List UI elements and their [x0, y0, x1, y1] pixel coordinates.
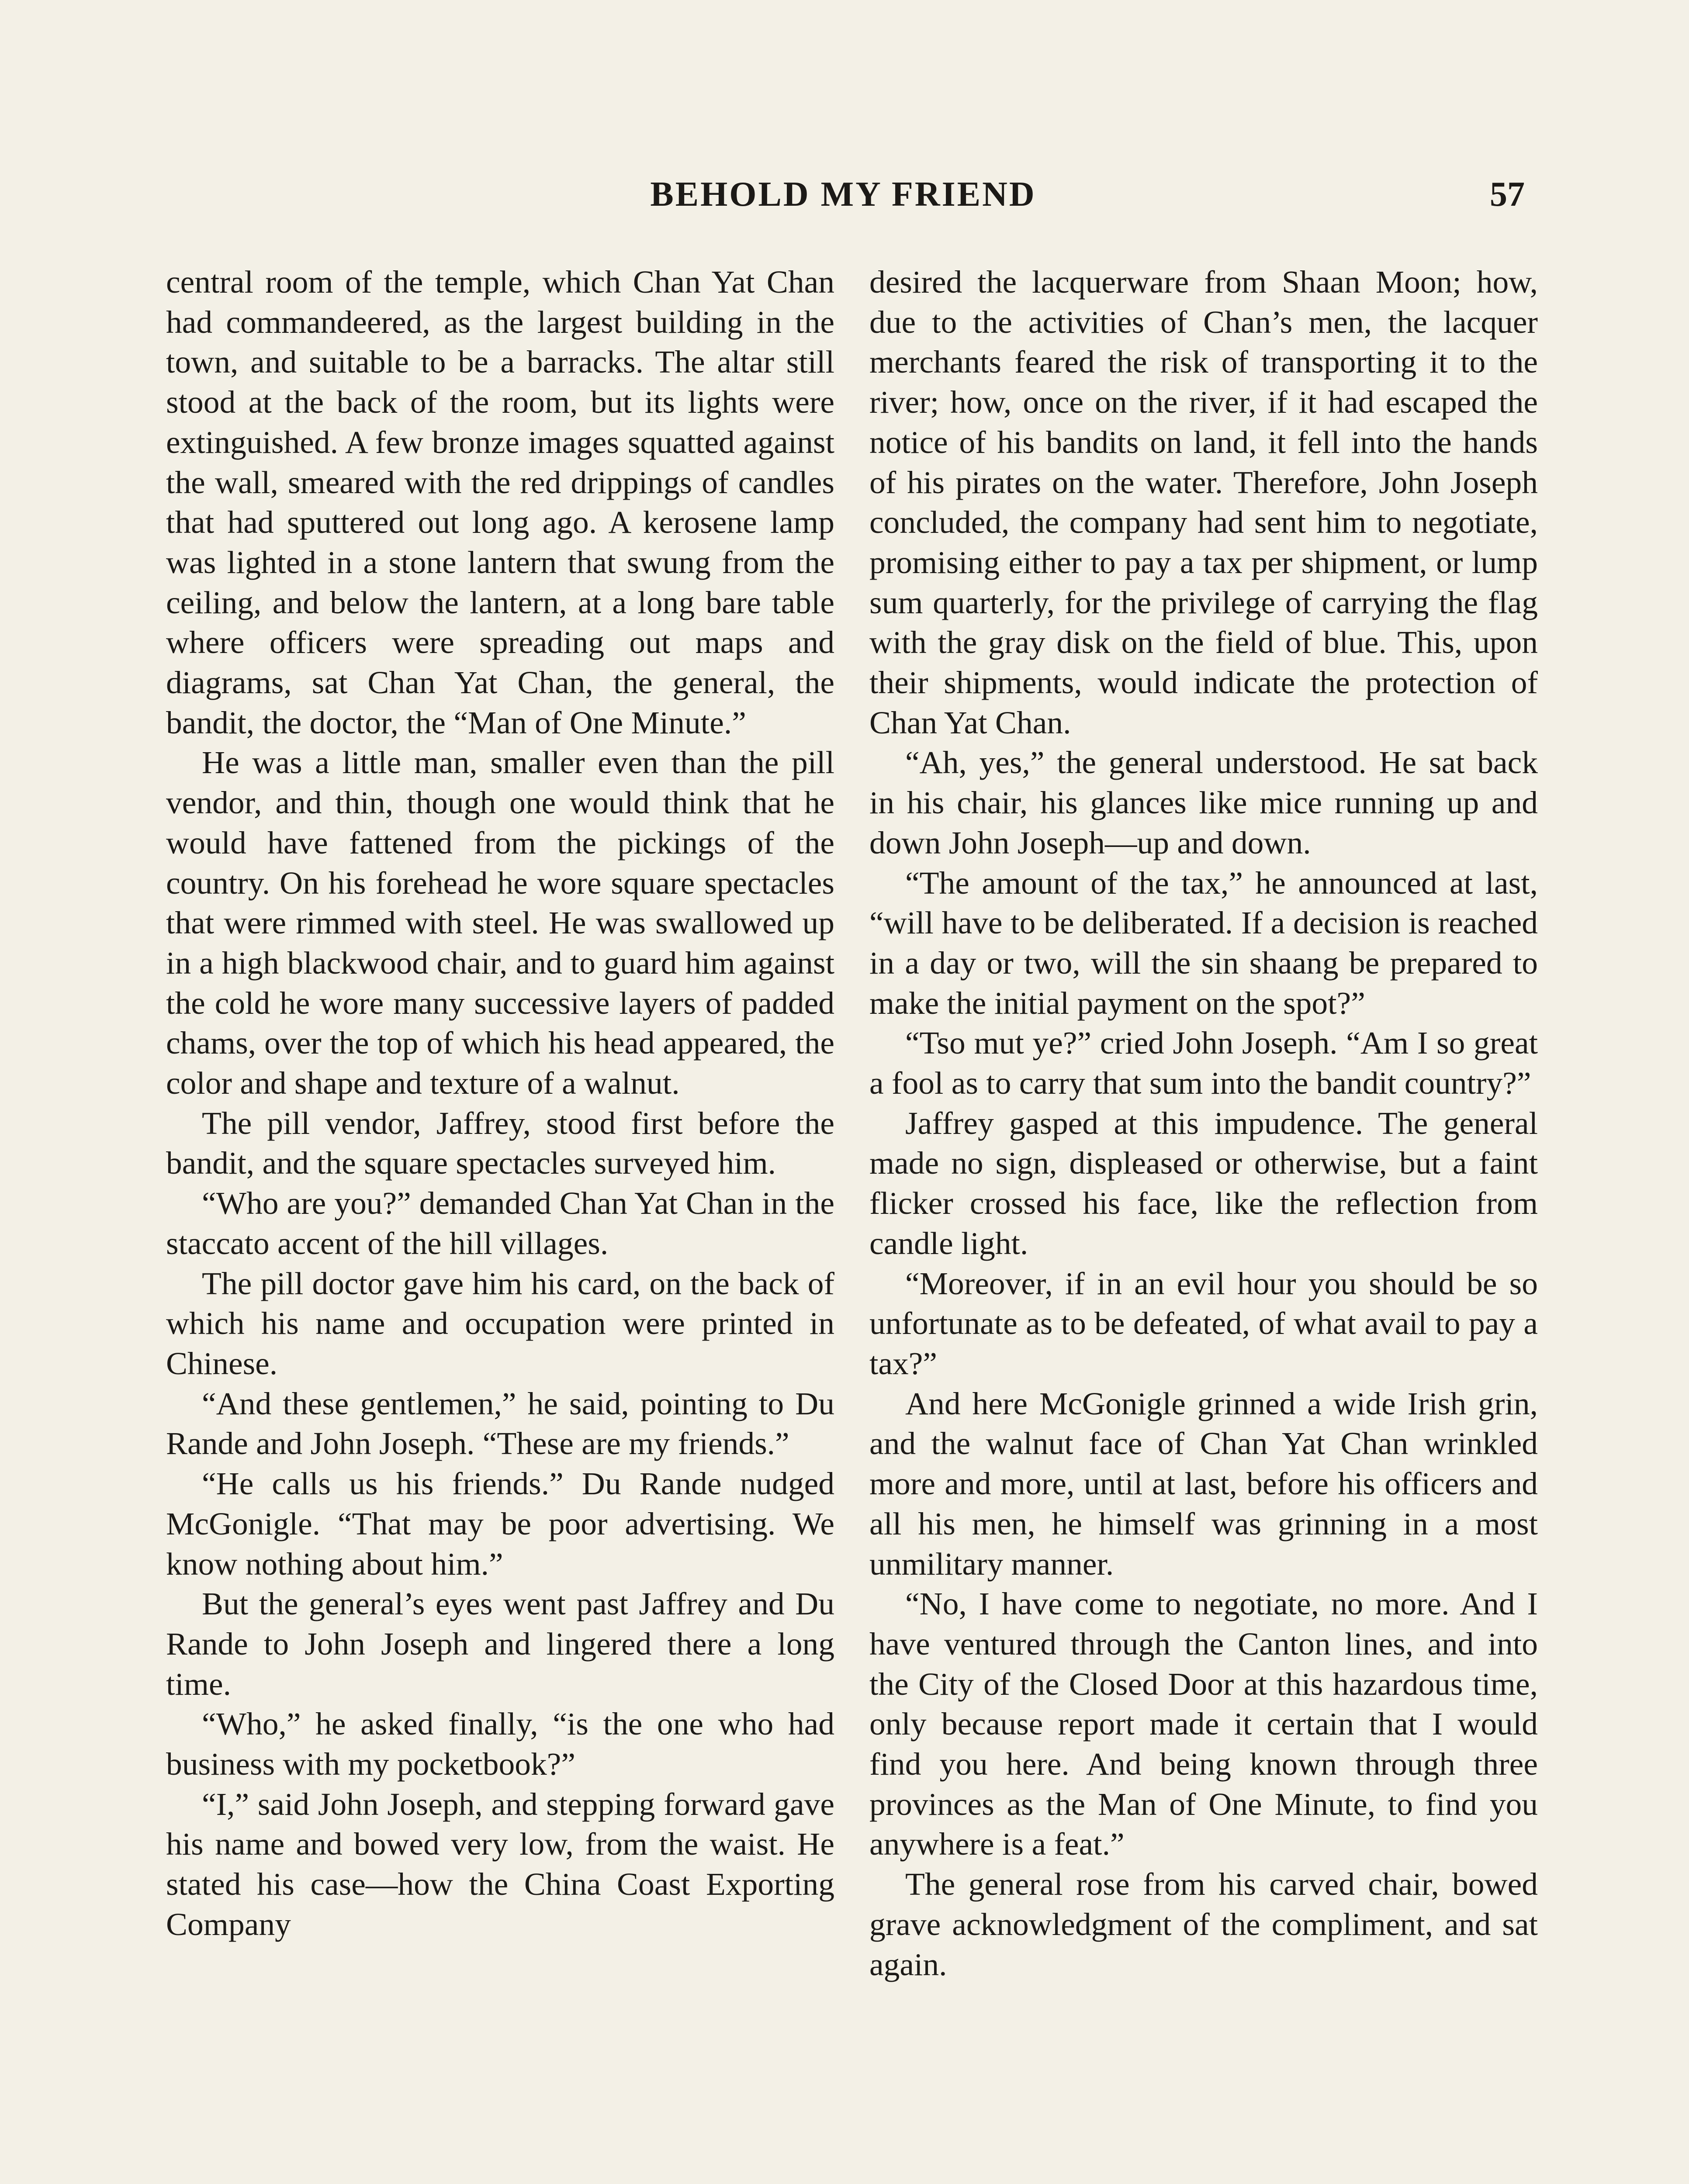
- paragraph: The pill doctor gave him his card, on the back of which his name and occupation were printed in Chinese.: [166, 1265, 834, 1381]
- paragraph: But the general’s eyes went past Jaffrey and Du Rande to John Joseph and lingered there a long time.: [166, 1586, 834, 1702]
- page-number: 57: [1490, 175, 1525, 214]
- paragraph: “Ah, yes,” the general understood. He sat back in his chair, his glances like mice running up and down John Joseph—up and down.: [869, 745, 1538, 860]
- paragraph: “Moreover, if in an evil hour you should be so unfortunate as to be defeated, of what avail to pay a tax?”: [869, 1265, 1538, 1381]
- paragraph: “The amount of the tax,” he announced at last, “will have to be deliberated. If a decision is reached in a day or two, will the sin shaang be prepared to make the initial payment on the spot?”: [869, 865, 1538, 1021]
- paragraph: “No, I have come to negotiate, no more. And I have ventured through the Canton lines, and into the City of the Closed Door at this hazardous time, only because report made it certain that I would find you here. And being known through three provinces as the Man of One Minute, to find you anywhere is a feat.”: [869, 1586, 1538, 1862]
- running-title: BEHOLD MY FRIEND: [650, 175, 1036, 214]
- paragraph: “I,” said John Joseph, and stepping forward gave his name and bowed very low, from the waist. He stated his case—how the China Coast Exporting Company: [166, 1786, 834, 1942]
- paragraph: desired the lacquerware from Shaan Moon; how, due to the activities of Chan’s men, the lacquer merchants feared the risk of transporting it to the river; how, once on the river, if it had escaped the notice of his bandits on land, it fell into the hands of his pirates on the water. Therefore, John Joseph concluded, the company had sent him to negotiate, promising either to pay a tax per shipment, or lump sum quarterly, for the privilege of carrying the flag with the gray disk on the field of blue. This, upon their shipments, would indicate the protection of Chan Yat Chan.: [869, 264, 1538, 740]
- paragraph: “Who,” he asked finally, “is the one who had business with my pocketbook?”: [166, 1706, 834, 1782]
- running-header: [162, 175, 1525, 227]
- paragraph: central room of the temple, which Chan Yat Chan had commandeered, as the largest building in the town, and suitable to be a barracks. The altar still stood at the back of the room, but its lights were extinguished. A few bronze images squatted against the wall, smeared with the red drippings of candles that had sputtered out long ago. A kerosene lamp was lighted in a stone lantern that swung from the ceiling, and below the lantern, at a long bare table where officers were spreading out maps and diagrams, sat Chan Yat Chan, the general, the bandit, the doctor, the “Man of One Minute.”: [166, 264, 834, 740]
- paragraph: “Tso mut ye?” cried John Joseph. “Am I so great a fool as to carry that sum into the bandit country?”: [869, 1025, 1538, 1101]
- right-column: [869, 262, 1538, 1984]
- paragraph: “He calls us his friends.” Du Rande nudged McGonigle. “That may be poor advertising. We know nothing about him.”: [166, 1466, 834, 1582]
- paragraph: “Who are you?” demanded Chan Yat Chan in the staccato accent of the hill villages.: [166, 1185, 834, 1261]
- left-column: [166, 262, 834, 1945]
- paragraph: The general rose from his carved chair, bowed grave acknowledgment of the compliment, and sat again.: [869, 1866, 1538, 1982]
- paragraph: He was a little man, smaller even than the pill vendor, and thin, though one would think that he would have fattened from the pickings of the country. On his forehead he wore square spectacles that were rimmed with steel. He was swallowed up in a high blackwood chair, and to guard him against the cold he wore many successive layers of padded chams, over the top of which his head appeared, the color and shape and texture of a walnut.: [166, 745, 834, 1101]
- paragraph: And here McGonigle grinned a wide Irish grin, and the walnut face of Chan Yat Chan wrinkled more and more, until at last, before his officers and all his men, he himself was grinning in a most unmilitary manner.: [869, 1386, 1538, 1582]
- paragraph: The pill vendor, Jaffrey, stood first before the bandit, and the square spectacles surveyed him.: [166, 1105, 834, 1181]
- paragraph: Jaffrey gasped at this impudence. The general made no sign, displeased or otherwise, but a faint flicker crossed his face, like the reflection from candle light.: [869, 1105, 1538, 1261]
- paragraph: “And these gentlemen,” he said, pointing to Du Rande and John Joseph. “These are my friends.”: [166, 1386, 834, 1462]
